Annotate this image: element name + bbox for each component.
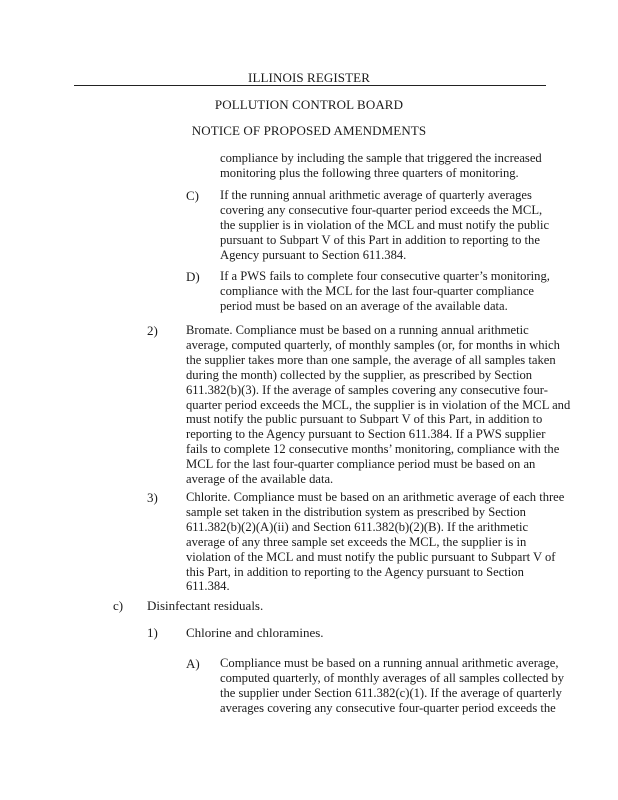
item-1-label: 1) — [147, 625, 158, 640]
text-line: sample set taken in the distribution system as prescribed by Section — [186, 504, 526, 519]
text-line: violation of the MCL and must notify the public pursuant to Subpart V of — [186, 549, 556, 564]
text-line: the supplier takes more than one sample, the average of all samples taken — [186, 352, 556, 367]
text-line: 611.384. — [186, 579, 230, 594]
board-title: POLLUTION CONTROL BOARD — [214, 97, 404, 112]
item-c-sub-label: c) — [113, 598, 124, 613]
text-line: the supplier is in violation of the MCL and must notify the public — [220, 217, 550, 232]
text-line: monitoring plus the following three quarters of monitoring. — [220, 165, 519, 180]
text-line: Bromate. Compliance must be based on a running annual arithmetic — [186, 323, 529, 337]
disinfectant-residuals-heading: Disinfectant residuals. — [147, 598, 264, 613]
notice-title: NOTICE OF PROPOSED AMENDMENTS — [191, 123, 427, 138]
register-title: ILLINOIS REGISTER — [248, 70, 370, 85]
text-line: If the running annual arithmetic average of quarterly averages — [220, 188, 532, 202]
text-line: 611.382(b)(2)(A)(ii) and Section 611.382(b)(2)(B). If the arithmetic — [186, 519, 529, 534]
text-line: quarter period exceeds the MCL, the supplier is in violation of the MCL and — [186, 397, 571, 412]
text-line: averages covering any consecutive four-quarter period exceeds the — [220, 700, 556, 715]
item-2-label: 2) — [147, 323, 158, 338]
text-line: period must be based on an average of the available data. — [220, 298, 508, 313]
text-line: this Part, in addition to reporting to the Agency pursuant to Section — [186, 564, 524, 579]
text-line: must notify the public pursuant to Subpart V of this Part, in addition to — [186, 412, 543, 427]
text-line: computed quarterly, of monthly averages of all samples collected by — [220, 670, 564, 685]
text-line: 611.382(b)(3). If the average of samples covering any consecutive four- — [186, 382, 548, 397]
text-line: MCL for the last four-quarter compliance period must be based on an — [186, 457, 536, 472]
item-d-label: D) — [186, 269, 200, 284]
text-line: compliance with the MCL for the last four-quarter compliance — [220, 283, 535, 298]
chlorite-paragraph — [186, 490, 564, 594]
text-line: average of the available data. — [186, 472, 334, 487]
item-a-paragraph — [220, 656, 564, 716]
item-c-paragraph — [220, 188, 549, 263]
text-line: Chlorite. Compliance must be based on an arithmetic average of each three — [186, 490, 565, 504]
text-line: reporting to the Agency pursuant to Section 611.384. If a PWS supplier — [186, 427, 546, 442]
text-line: average, computed quarterly, of monthly samples (or, for months in which — [186, 337, 560, 352]
item-c-label: C) — [186, 188, 199, 203]
chlorine-heading: Chlorine and chloramines. — [186, 625, 324, 640]
item-d-paragraph — [220, 269, 550, 314]
bromate-paragraph — [186, 323, 570, 487]
item-3-label: 3) — [147, 490, 158, 505]
text-line: compliance by including the sample that triggered the increased — [220, 151, 542, 165]
text-line: the supplier under Section 611.382(c)(1). If the average of quarterly — [220, 685, 562, 700]
item-a-label: A) — [186, 656, 200, 671]
text-line: pursuant to Subpart V of this Part in addition to reporting to the — [220, 232, 540, 247]
text-line: covering any consecutive four-quarter period exceeds the MCL, — [220, 202, 543, 217]
text-line: Agency pursuant to Section 611.384. — [220, 247, 407, 262]
text-line: average of any three sample set exceeds the MCL, the supplier is in — [186, 534, 527, 549]
text-line: Compliance must be based on a running annual arithmetic average, — [220, 656, 559, 670]
header-rule — [74, 85, 546, 86]
text-line: fails to complete 12 consecutive months’ monitoring, compliance with the — [186, 442, 560, 457]
continuation-paragraph — [220, 151, 542, 181]
text-line: during the month) collected by the supplier, as prescribed by Section — [186, 367, 533, 382]
text-line: If a PWS fails to complete four consecutive quarter’s monitoring, — [220, 269, 550, 283]
